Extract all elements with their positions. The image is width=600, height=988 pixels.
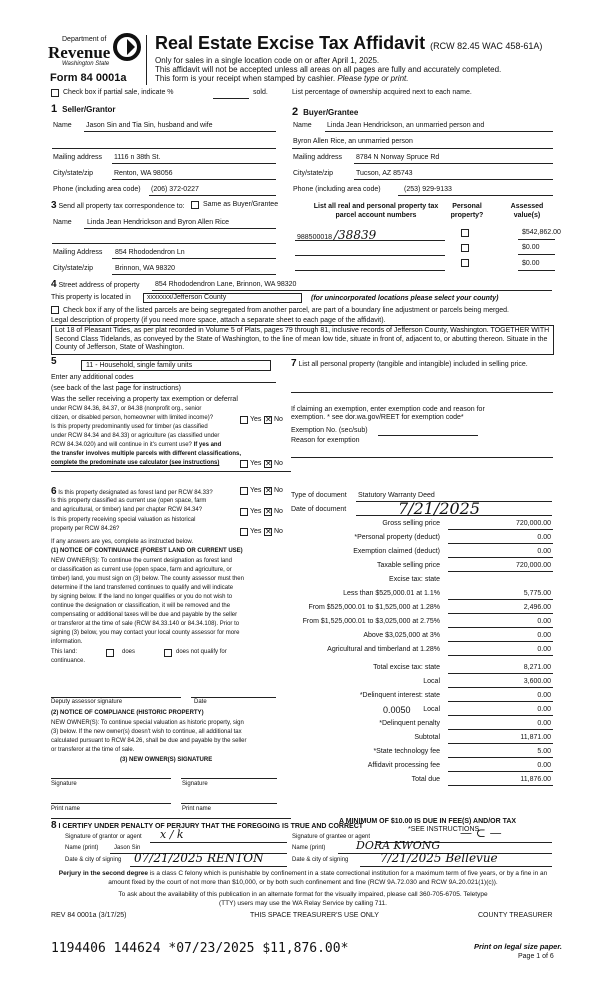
tax-row-rule: [448, 599, 553, 600]
document-date-label: Date of document: [291, 506, 347, 513]
tax-row-label: From $525,000.01 to $1,525,000 at 1.28%: [308, 604, 440, 611]
tax-row-rule: [448, 557, 553, 558]
tax-row-rule: [448, 529, 553, 530]
s5-line-3: Was the seller receiving a property tax exemption or deferral: [51, 396, 238, 403]
rule: [378, 435, 478, 436]
tax-row-label: Excise tax: state: [389, 576, 440, 583]
state-label: Washington State: [62, 61, 110, 67]
rule: [398, 195, 553, 196]
rule: [354, 163, 553, 164]
current-use-yes-checkbox[interactable]: [240, 508, 248, 516]
yes-label: Yes: [250, 416, 262, 423]
tax-row-value[interactable]: 11,876.00: [520, 776, 551, 783]
tax-row-rule: [448, 571, 553, 572]
personal-header-1: Personal: [452, 203, 482, 210]
tax-row-label: Total excise tax: state: [373, 664, 440, 671]
alternate-format-note: To ask about the availability of this publication in an alternate format for the visually impaired, please call 360-705-6705. Teletype: [118, 891, 488, 898]
continuance-heading: (1) NOTICE OF CONTINUANCE (FOREST LAND OR CURRENT USE): [51, 548, 243, 554]
certify-statement: 8 I CERTIFY UNDER PENALTY OF PERJURY THAT THE FOREGOING IS TRUE AND CORRECT: [51, 820, 364, 831]
grantor-signature-label: Signature of grantor or agent: [65, 834, 142, 840]
grantee-name-label: Name (print): [292, 845, 326, 851]
tax-row-value[interactable]: 11,871.00: [520, 734, 551, 741]
rule: [181, 803, 277, 804]
rule: [112, 258, 276, 259]
tax-correspondence-label: 3 Send all property tax correspondence to:: [51, 200, 185, 211]
legal-description[interactable]: Lot 18 of Pleasant Tides, as per plat recorded in Volume 5 of Plats, pages 79 through 81, inclusive records of Jefferson County, Washington. TOGETHER WITH Second Class Tidelands, as conveyed by the State of Washington, to the line of mean low tide, situate in front of, adjacent to, or abutting thereon. Situate in the County of Jefferson, State of Washington.: [51, 325, 554, 355]
tax-row-value[interactable]: 8,271.00: [523, 664, 551, 671]
form-number: Form 84 0001a: [50, 72, 127, 84]
tax-row-label: Above $3,025,000 at 3%: [363, 632, 440, 639]
owner-print-label-1: Print name: [51, 806, 81, 812]
tty-note: (TTY) users may use the WA Relay Service by calling 711.: [219, 900, 387, 907]
s3-mail[interactable]: 854 Rhododendron Ln: [115, 249, 185, 256]
tax-row-rule: [448, 757, 553, 758]
document-type[interactable]: Statutory Warranty Deed: [358, 492, 435, 499]
rule: [295, 240, 445, 241]
rule: [291, 392, 553, 393]
page-number: Page 1 of 6: [518, 953, 554, 960]
parcel-header-1: List all real and personal property tax: [313, 203, 439, 210]
buyer-phone-label: Phone (including area code): [293, 186, 381, 193]
s3-mail-label: Mailing Address: [53, 249, 103, 256]
perjury-notice: Perjury in the second degree is a class C felony which is punishable by confinement in a state correctional institution for a maximum term of five years, or by a fine in an amount fixed by the court of not more than $10,000, or by both such confinement and fine (RCW 9A.72.030 and RCW 9A.20.021(1)(c)).: [58, 870, 548, 886]
rule: [360, 866, 552, 867]
additional-codes-label: Enter any additional codes: [51, 374, 134, 381]
rule: [181, 778, 277, 779]
tax-row-label: Local: [423, 678, 440, 685]
tax-row-rule: [448, 785, 553, 786]
revision-label: REV 84 0001a (3/17/25): [51, 912, 127, 919]
tax-row-value[interactable]: 0.00: [537, 646, 551, 653]
forest-no-checkbox[interactable]: ✕: [265, 486, 272, 495]
tax-row-value[interactable]: 0.00: [537, 548, 551, 555]
current-use-question-1: Is this property classified as current use (open space, farm: [51, 498, 207, 504]
rule: [51, 818, 291, 819]
street-address[interactable]: 854 Rhododendron Lane, Brinnon, WA 98320: [155, 281, 297, 288]
county-select[interactable]: xxxxxxx/Jefferson County: [143, 293, 302, 303]
continuance-text-3: timber) land, you must sign on (3) below. The county assessor must then: [51, 576, 244, 582]
rule: [518, 239, 555, 240]
historic-yes-checkbox[interactable]: [240, 528, 248, 536]
tax-row-rule: [448, 771, 553, 772]
if-yes-note: If any answers are yes, complete as instructed below.: [51, 539, 194, 545]
s3-city-label: City/state/zip: [53, 265, 94, 272]
buyer-mail[interactable]: 8784 N Norway Spruce Rd: [356, 154, 440, 161]
buyer-name-line1[interactable]: Linda Jean Hendrickson, an unmarried person and: [327, 122, 485, 129]
notice-line-1: Only for sales in a single location code on or after April 1, 2025.: [155, 56, 380, 65]
buyer-phone[interactable]: (253) 929-9133: [404, 186, 452, 193]
tax-row-label: Affidavit processing fee: [367, 762, 440, 769]
grantor-date-city[interactable]: 07/21/2025 RENTON: [134, 851, 264, 865]
exemption-reason-label: Reason for exemption: [291, 437, 360, 444]
grantee-name[interactable]: DORA KWONG: [356, 839, 441, 852]
seller-city[interactable]: Renton, WA 98056: [114, 170, 173, 177]
parcel-header-2: parcel account numbers: [335, 212, 417, 219]
rule: [112, 179, 276, 180]
minimum-fee-note: A MINIMUM OF $10.00 IS DUE IN FEE(S) AND/OR TAX: [339, 818, 517, 825]
assessed-value-2[interactable]: $0.00: [522, 244, 540, 251]
continuance-text-4: determine if the land transferred continues to qualify and will indicate: [51, 585, 234, 591]
continuance-text-10: information.: [51, 639, 83, 645]
parcel-number[interactable]: 988500018 /38839: [297, 228, 377, 242]
rule: [112, 163, 276, 164]
tax-row-label: Total due: [411, 776, 440, 783]
does-not-qualify-checkbox[interactable]: [164, 649, 172, 657]
tax-row-label: Taxable selling price: [376, 562, 440, 569]
grantor-date-label: Date & city of signing: [65, 857, 122, 863]
rule: [118, 382, 276, 383]
tax-row-value[interactable]: 0.00: [537, 618, 551, 625]
buyer-heading: 2 Buyer/Grantee: [292, 106, 359, 118]
s3-name-label: Name: [53, 219, 72, 226]
legal-paper-note: Print on legal size paper.: [474, 942, 562, 951]
dor-logo-icon: [113, 33, 141, 61]
s5-line-7: under RCW 84.34 and 84.33) or agriculture (as classified under: [51, 433, 220, 439]
continuance-text-7: compensating or additional taxes will be due and payable by the seller: [51, 612, 238, 618]
continuance-text-5: by signing below. If the land no longer qualifies or you do not wish to: [51, 594, 233, 600]
rule: [356, 515, 552, 516]
legal-description-label: Legal description of property (if you need more space, attach a separate sheet to each page of the affidavit).: [51, 317, 386, 324]
current-use-question-2: and agricultural, or timber) land per chapter RCW 84.34?: [51, 507, 203, 513]
assessed-header-2: value(s): [513, 212, 541, 219]
rule: [84, 228, 276, 229]
historic-question-1: Is this property receiving special valuation as historical: [51, 517, 196, 523]
same-as-buyer-checkbox[interactable]: [191, 201, 199, 209]
seller-heading: 1 Seller/Grantor: [51, 103, 116, 115]
rule: [518, 254, 555, 255]
tax-row-value[interactable]: 0.00: [537, 692, 551, 699]
tax-row-rule: [448, 641, 553, 642]
tax-row-value[interactable]: 0.00: [537, 534, 551, 541]
s3-city[interactable]: Brinnon, WA 98320: [115, 265, 176, 272]
rule: [52, 148, 276, 149]
rule: [52, 243, 276, 244]
continuance-text-9: signing (3) below, you may contact your local county assessor for more: [51, 630, 240, 636]
page-title: Real Estate Excise Tax Affidavit (RCW 82.45 WAC 458-61A): [155, 33, 543, 53]
assessed-value-1[interactable]: $542,862.00: [522, 229, 561, 236]
grantee-signature-label: Signature of grantee or agent: [292, 834, 371, 840]
tax-row-label: Less than $525,000.01 at 1.1%: [343, 590, 440, 597]
grantee-date-label: Date & city of signing: [292, 857, 349, 863]
tax-row-rule: [448, 613, 553, 614]
grantor-name-label: Name (print): [65, 845, 99, 851]
tax-row-rule: [448, 687, 553, 688]
tax-row-rule: [448, 701, 553, 702]
no-label: No: [274, 487, 283, 494]
does-qualify-checkbox[interactable]: [106, 649, 114, 657]
rule: [292, 148, 553, 149]
tax-row-rule: [448, 673, 553, 674]
s5-line-9: the transfer involves multiple parcels with different classifications,: [51, 451, 242, 457]
no-label: No: [274, 508, 283, 515]
owner-signature-label-1: Signature: [51, 781, 77, 787]
current-use-no-checkbox[interactable]: ✕: [265, 507, 272, 516]
historic-question-2: property per RCW 84.26?: [51, 526, 120, 532]
tax-row-value[interactable]: 5.00: [537, 748, 551, 755]
rule: [295, 270, 445, 271]
deputy-signature-label: Deputy assessor signature: [51, 699, 123, 705]
personal-property-label: 7 List all personal property (tangible and intangible) included in selling price.: [291, 358, 528, 369]
tax-row-label: Subtotal: [414, 734, 440, 741]
yes-label: Yes: [250, 460, 262, 467]
document-date[interactable]: 7/21/2025: [398, 499, 481, 518]
seller-name-label: Name: [53, 122, 72, 129]
seller-name[interactable]: Jason Sin and Tia Sin, husband and wife: [86, 122, 213, 129]
rule: [291, 457, 553, 458]
rule: [84, 131, 276, 132]
forest-yes-checkbox[interactable]: [240, 487, 248, 495]
no-label: No: [274, 416, 283, 423]
rule: [51, 778, 171, 779]
s5-line-10: complete the predominate use calculator (see instructions): [51, 460, 220, 466]
grantee-signature[interactable]: — ⊂ —: [460, 826, 502, 840]
continuance-text-8: or transferor at the time of sale (RCW 84.33.140 or 84.34.108). Prior to: [51, 621, 240, 627]
buyer-mail-label: Mailing address: [293, 154, 343, 161]
county-treasurer-label: COUNTY TREASURER: [478, 912, 553, 919]
continuance-text-1: NEW OWNER(S): To continue the current designation as forest land: [51, 558, 232, 564]
yes-label: Yes: [250, 508, 262, 515]
historic-text-2: (3) below. If the new owner(s) doesn't wish to continue, all additional tax: [51, 729, 242, 735]
assessed-value-3[interactable]: $0.00: [522, 260, 540, 267]
rule: [325, 131, 553, 132]
tax-row-label: *Delinquent interest: state: [359, 692, 440, 699]
yes-label: Yes: [250, 487, 262, 494]
assessed-header-1: Assessed: [510, 203, 544, 210]
tax-row-label: *State technology fee: [373, 748, 440, 755]
tax-row-value[interactable]: 720,000.00: [515, 520, 551, 527]
rule: [51, 471, 291, 472]
notice-line-2: This affidavit will not be accepted unless all areas on all pages are fully and accurately completed.: [155, 65, 502, 74]
segregated-checkbox[interactable]: [51, 306, 59, 314]
tax-row-rule: [448, 655, 553, 656]
partial-percent-line[interactable]: [213, 98, 249, 99]
sold-label: sold.: [253, 89, 268, 96]
rule: [51, 697, 181, 698]
receipt-stamp: 1194406 144624 *07/23/2025 $11,876.00*: [51, 941, 349, 956]
dept-label: Department of: [62, 36, 107, 43]
rule: [130, 866, 287, 867]
rule: [51, 803, 171, 804]
treasurer-use-label: THIS SPACE TREASURER'S USE ONLY: [250, 912, 379, 919]
see-instructions-note: *SEE INSTRUCTIONS: [408, 826, 480, 833]
continuance-text-2: or classification as current use (open space, farm and agriculture, or: [51, 567, 232, 573]
owner-print-label-2: Print name: [182, 806, 212, 812]
historic-text-3: calculated pursuant to RCW 84.26, shall be due and payable by the seller: [51, 738, 247, 744]
land-use-code-select[interactable]: 11 - Household, single family units: [81, 360, 271, 371]
personal-property-checkbox-1[interactable]: [461, 229, 469, 237]
revenue-wordmark: Revenue: [48, 43, 111, 62]
seller-mail[interactable]: 1116 n 38th St.: [114, 154, 161, 161]
rule: [150, 842, 287, 843]
rule: [354, 179, 553, 180]
rule: [191, 697, 276, 698]
rule: [149, 195, 276, 196]
segregated-label: Check box if any of the listed parcels are being segregated from another parcel, are part of a boundary line adjustment or parcels being merged.: [63, 307, 509, 314]
does-not-label: does not qualify for: [176, 649, 227, 655]
s5-line-2: (see back of the last page for instructions): [51, 385, 181, 392]
owner-signature-label-2: Signature: [182, 781, 208, 787]
s5-line-6: Is this property predominantly used for timber (as classified: [51, 424, 208, 430]
partial-sale-label: Check box if partial sale, indicate %: [63, 89, 174, 96]
tax-row-value[interactable]: 0.00: [537, 632, 551, 639]
historic-heading: (2) NOTICE OF COMPLIANCE (HISTORIC PROPERTY): [51, 710, 204, 716]
tax-row-label: Gross selling price: [382, 520, 440, 527]
local-rate[interactable]: 0.0050: [383, 705, 411, 715]
timber-yes-checkbox[interactable]: [240, 460, 248, 468]
header-divider: [146, 35, 147, 85]
seller-mail-label: Mailing address: [53, 154, 103, 161]
s5-line-4: under RCW 84.36, 84.37, or 84.38 (nonprofit org., senior: [51, 406, 202, 412]
tax-row-label: *Personal property (deduct): [354, 534, 440, 541]
yes-label: Yes: [250, 528, 262, 535]
historic-text-1: NEW OWNER(S): To continue special valuation as historic property, sign: [51, 720, 244, 726]
tax-row-rule: [448, 627, 553, 628]
personal-property-checkbox-3[interactable]: [461, 259, 469, 267]
seller-phone-label: Phone (including area code): [53, 186, 141, 193]
ownership-note: List percentage of ownership acquired next to each name.: [292, 89, 472, 96]
tax-row-value[interactable]: 5,775.00: [523, 590, 551, 597]
continuance-label: continuance.: [51, 658, 86, 664]
personal-property-checkbox-2[interactable]: [461, 244, 469, 252]
personal-header-2: property?: [450, 212, 484, 219]
no-label: No: [274, 460, 283, 467]
historic-no-checkbox[interactable]: ✕: [265, 527, 272, 536]
partial-sale-checkbox[interactable]: [51, 89, 59, 97]
tax-row-label: Local: [423, 706, 440, 713]
s5-line-5: citizen, or disabled person, homeowner with limited income)?: [51, 415, 214, 421]
buyer-name-label: Name: [293, 122, 312, 129]
unincorporated-note: (for unincorporated locations please select your county): [311, 295, 499, 302]
same-as-buyer-label: Same as Buyer/Grantee: [203, 201, 279, 208]
notice-line-3: This form is your receipt when stamped by cashier. Please type or print.: [155, 74, 409, 83]
no-label: No: [274, 528, 283, 535]
s5-line-8: RCW 84.34.020) and will continue in it's current use? If yes and: [51, 442, 222, 448]
tax-row-value[interactable]: 0.00: [537, 762, 551, 769]
tax-row-rule: [448, 743, 553, 744]
tax-row-label: From $1,525,000.01 to $3,025,000 at 2.75%: [302, 618, 440, 625]
tax-row-value[interactable]: 3,600.00: [523, 678, 551, 685]
this-land-label: This land:: [51, 649, 78, 655]
exemption-yes-checkbox[interactable]: [240, 416, 248, 424]
deputy-date-label: Date: [194, 699, 207, 705]
section-5-number: 5: [51, 356, 57, 367]
tax-row-rule: [448, 715, 553, 716]
seller-city-label: City/state/zip: [53, 170, 94, 177]
continuance-text-6: continue the designation or classification, it will be removed and the: [51, 603, 231, 609]
does-label: does: [122, 649, 136, 655]
historic-text-4: or transferor at the time of sale.: [51, 747, 135, 753]
rule: [295, 255, 445, 256]
buyer-city-label: City/state/zip: [293, 170, 334, 177]
buyer-name-line2[interactable]: Byron Allen Rice, an unmarried person: [293, 138, 413, 145]
exemption-number-label: Exemption No. (sec/sub): [291, 427, 368, 434]
tax-row-label: Agricultural and timberland at 1.28%: [327, 646, 440, 653]
grantor-name[interactable]: Jason Sin: [114, 845, 141, 851]
document-type-label: Type of document: [291, 492, 347, 499]
street-address-label: 4 Street address of property: [51, 279, 140, 290]
tax-row-value[interactable]: 720,000.00: [515, 562, 551, 569]
s3-name[interactable]: Linda Jean Hendrickson and Byron Allen Rice: [87, 219, 230, 226]
exemption-claim-line-2: exemption. * see dor.wa.gov/REET for exemption code*: [291, 414, 464, 421]
rule: [152, 290, 552, 291]
forest-land-question: 6 Is this property designated as forest land per RCW 84.33?: [51, 486, 213, 497]
tax-row-value[interactable]: 2,496.00: [523, 604, 551, 611]
new-owner-signature-heading: (3) NEW OWNER(S) SIGNATURE: [120, 757, 213, 763]
exemption-claim-line-1: If claiming an exemption, enter exemption code and reason for: [291, 406, 485, 413]
tax-row-value[interactable]: 0.00: [537, 720, 551, 727]
tax-row-rule: [448, 543, 553, 544]
located-label: This property is located in: [51, 294, 131, 301]
rule: [112, 274, 276, 275]
grantee-date-city[interactable]: 7/21/2025 Bellevue: [380, 851, 498, 865]
tax-row-value[interactable]: 0.00: [537, 706, 551, 713]
rule: [518, 270, 555, 271]
tax-row-rule: [448, 729, 553, 730]
buyer-city[interactable]: Tucson, AZ 85743: [356, 170, 413, 177]
seller-phone[interactable]: (206) 372-0227: [151, 186, 199, 193]
exemption-no-checkbox[interactable]: ✕: [265, 415, 272, 424]
tax-row-label: *Delinquent penalty: [379, 720, 440, 727]
tax-row-label: Exemption claimed (deduct): [353, 548, 440, 555]
grantor-signature[interactable]: x / k: [160, 828, 184, 841]
timber-no-checkbox[interactable]: ✕: [265, 459, 272, 468]
